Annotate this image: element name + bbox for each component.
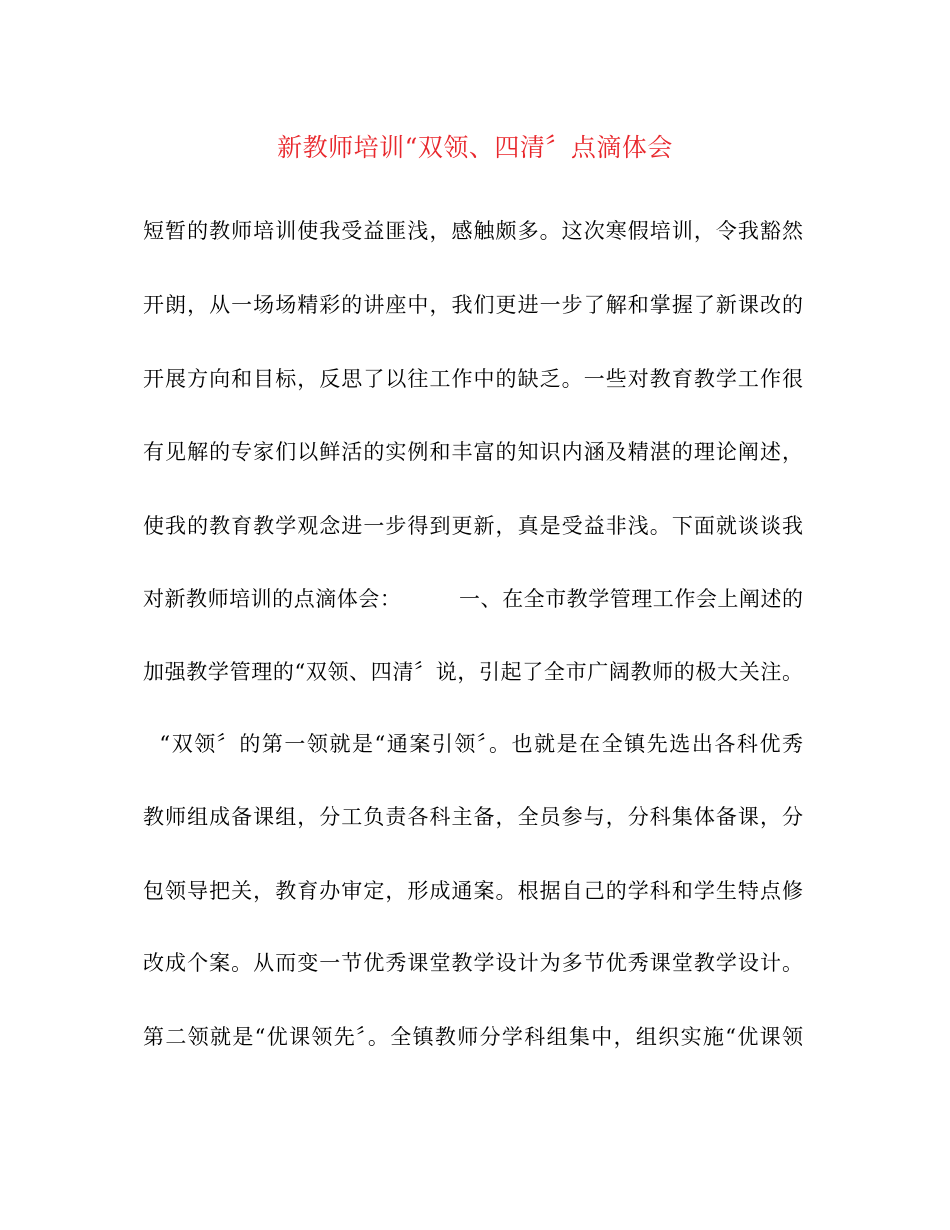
body-line: 有见解的专家们以鲜活的实例和丰富的知识内涵及精湛的理论阐述， [143,440,803,464]
body-line: 改成个案。从而变一节优秀课堂教学设计为多节优秀课堂教学设计。 [143,951,803,975]
body-line: 包领导把关，教育办审定，形成通案。根据自己的学科和学生特点修 [143,879,803,903]
document-title: 新教师培训“双领、四清〞点滴体会 [277,133,673,162]
body-line: 对新教师培训的点滴体会： 一、在全市教学管理工作会上阐述的 [143,587,803,611]
body-line: 使我的教育教学观念进一步得到更新，真是受益非浅。下面就谈谈我 [143,514,803,538]
body-line: 教师组成备课组，分工负责各科主备，全员参与，分科集体备课，分 [143,805,803,829]
body-line: 短暂的教师培训使我受益匪浅，感触颇多。这次寒假培训，令我豁然 [143,219,803,243]
body-line: 加强教学管理的“双领、四清〞说，引起了全市广阔教师的极大关注。 [143,660,803,684]
body-line: 开展方向和目标，反思了以往工作中的缺乏。一些对教育教学工作很 [143,367,803,391]
body-line: 第二领就是“优课领先〞。全镇教师分学科组集中，组织实施“优课领 [143,1025,803,1049]
body-line: 开朗，从一场场精彩的讲座中，我们更进一步了解和掌握了新课改的 [143,293,803,317]
body-line: “双领〞的第一领就是“通案引领〞。也就是在全镇先选出各科优秀 [143,732,803,756]
